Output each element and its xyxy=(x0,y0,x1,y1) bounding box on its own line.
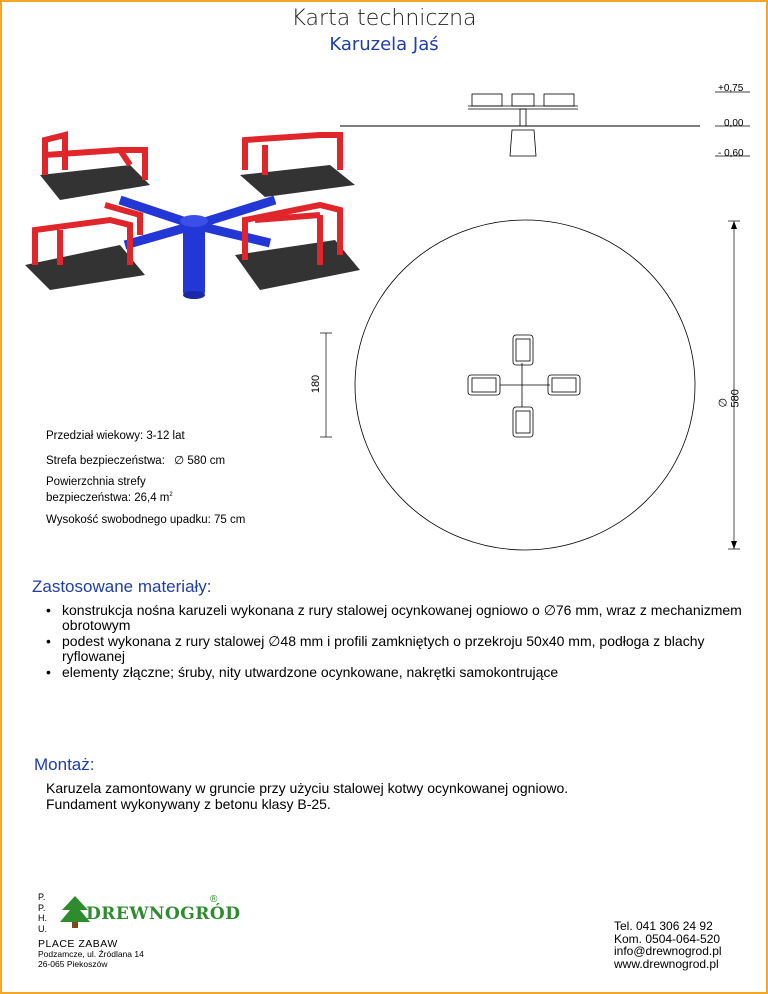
list-item: • konstrukcja nośna karuzeli wykonana z rury stalowej ocynkowanej ogniowo o ∅76 mm, wraz z mechanizmem obrotowym xyxy=(46,603,746,633)
contact-tel: Tel. 041 306 24 92 xyxy=(614,919,713,933)
contact-www[interactable]: www.drewnogrod.pl xyxy=(614,956,719,971)
spec-age: Przedział wiekowy: 3-12 lat xyxy=(46,430,185,442)
place-label: PLACE ZABAW xyxy=(38,938,118,950)
spec-area-line1: Powierzchnia strefy xyxy=(46,476,146,488)
plan-drawing xyxy=(310,215,760,560)
blue-cross-frame xyxy=(120,200,275,299)
footer-contact xyxy=(614,920,722,970)
pphu-letter: P. xyxy=(38,902,46,913)
montaz-heading: Montaż: xyxy=(34,755,95,774)
seat-back-right xyxy=(240,135,355,197)
list-item: • podest wykonana z rury stalowej ∅48 mm i profili zamkniętych o przekroju 50x40 mm, podłoga z blachy ryflowanej xyxy=(46,634,746,664)
plan-carousel xyxy=(468,335,580,437)
level-plus: +0,75 xyxy=(718,83,744,94)
materials-list xyxy=(32,603,746,681)
spec-zone-label: Strefa bezpieczeństwa: xyxy=(46,455,165,467)
montaz-line2: Fundament wykonywany z betonu klasy B-25. xyxy=(46,796,331,812)
level-minus: - 0,60 xyxy=(718,148,744,159)
logo-text: DREWNOGRÓD xyxy=(86,904,241,924)
logo xyxy=(60,894,241,932)
height-dimension: 180 xyxy=(310,374,323,394)
level-zero: 0,00 xyxy=(724,118,744,129)
list-item: • elementy złączne; śruby, nity utwardzone ocynkowane, nakrętki samokontrujące xyxy=(46,665,746,680)
page-subtitle: Karuzela Jaś xyxy=(329,34,439,55)
contact-kom: Kom. 0504-064-520 xyxy=(614,931,721,946)
footer-company xyxy=(38,892,241,969)
materials-heading: Zastosowane materiały: xyxy=(32,577,212,596)
seat-back-left xyxy=(40,135,150,200)
page-title: Karta techniczna xyxy=(291,6,477,31)
elevation-carousel xyxy=(468,94,578,156)
elevation-drawing xyxy=(340,82,760,162)
spec-area xyxy=(46,476,173,505)
pphu-letter: P. xyxy=(38,892,46,902)
spec-zone-value: ∅ 580 cm xyxy=(174,455,226,467)
montaz-text xyxy=(46,780,726,812)
seat-front-left xyxy=(25,205,145,290)
contact-email[interactable]: info@drewnogrod.pl xyxy=(614,944,722,958)
registered-mark: ® xyxy=(210,894,218,905)
address-line2: 26-065 Piekoszów xyxy=(38,958,108,969)
pphu-letter: H. xyxy=(38,913,47,923)
pphu-letter: U. xyxy=(38,923,47,934)
montaz-line1: Karuzela zamontowany w gruncie przy użyciu stalowej kotwy ocynkowanej ogniowo. xyxy=(46,780,569,796)
spec-fall: Wysokość swobodnego upadku: 75 cm xyxy=(46,514,246,526)
spec-area-line2: bezpieczeństwa: 26,4 m xyxy=(46,491,170,504)
spec-zone xyxy=(46,453,225,467)
diameter-dimension: ∅ 580 xyxy=(717,389,742,408)
spec-area-sup: 2 xyxy=(169,492,173,498)
address-line1: Podzamcze, ul. Źródlana 14 xyxy=(38,949,144,959)
